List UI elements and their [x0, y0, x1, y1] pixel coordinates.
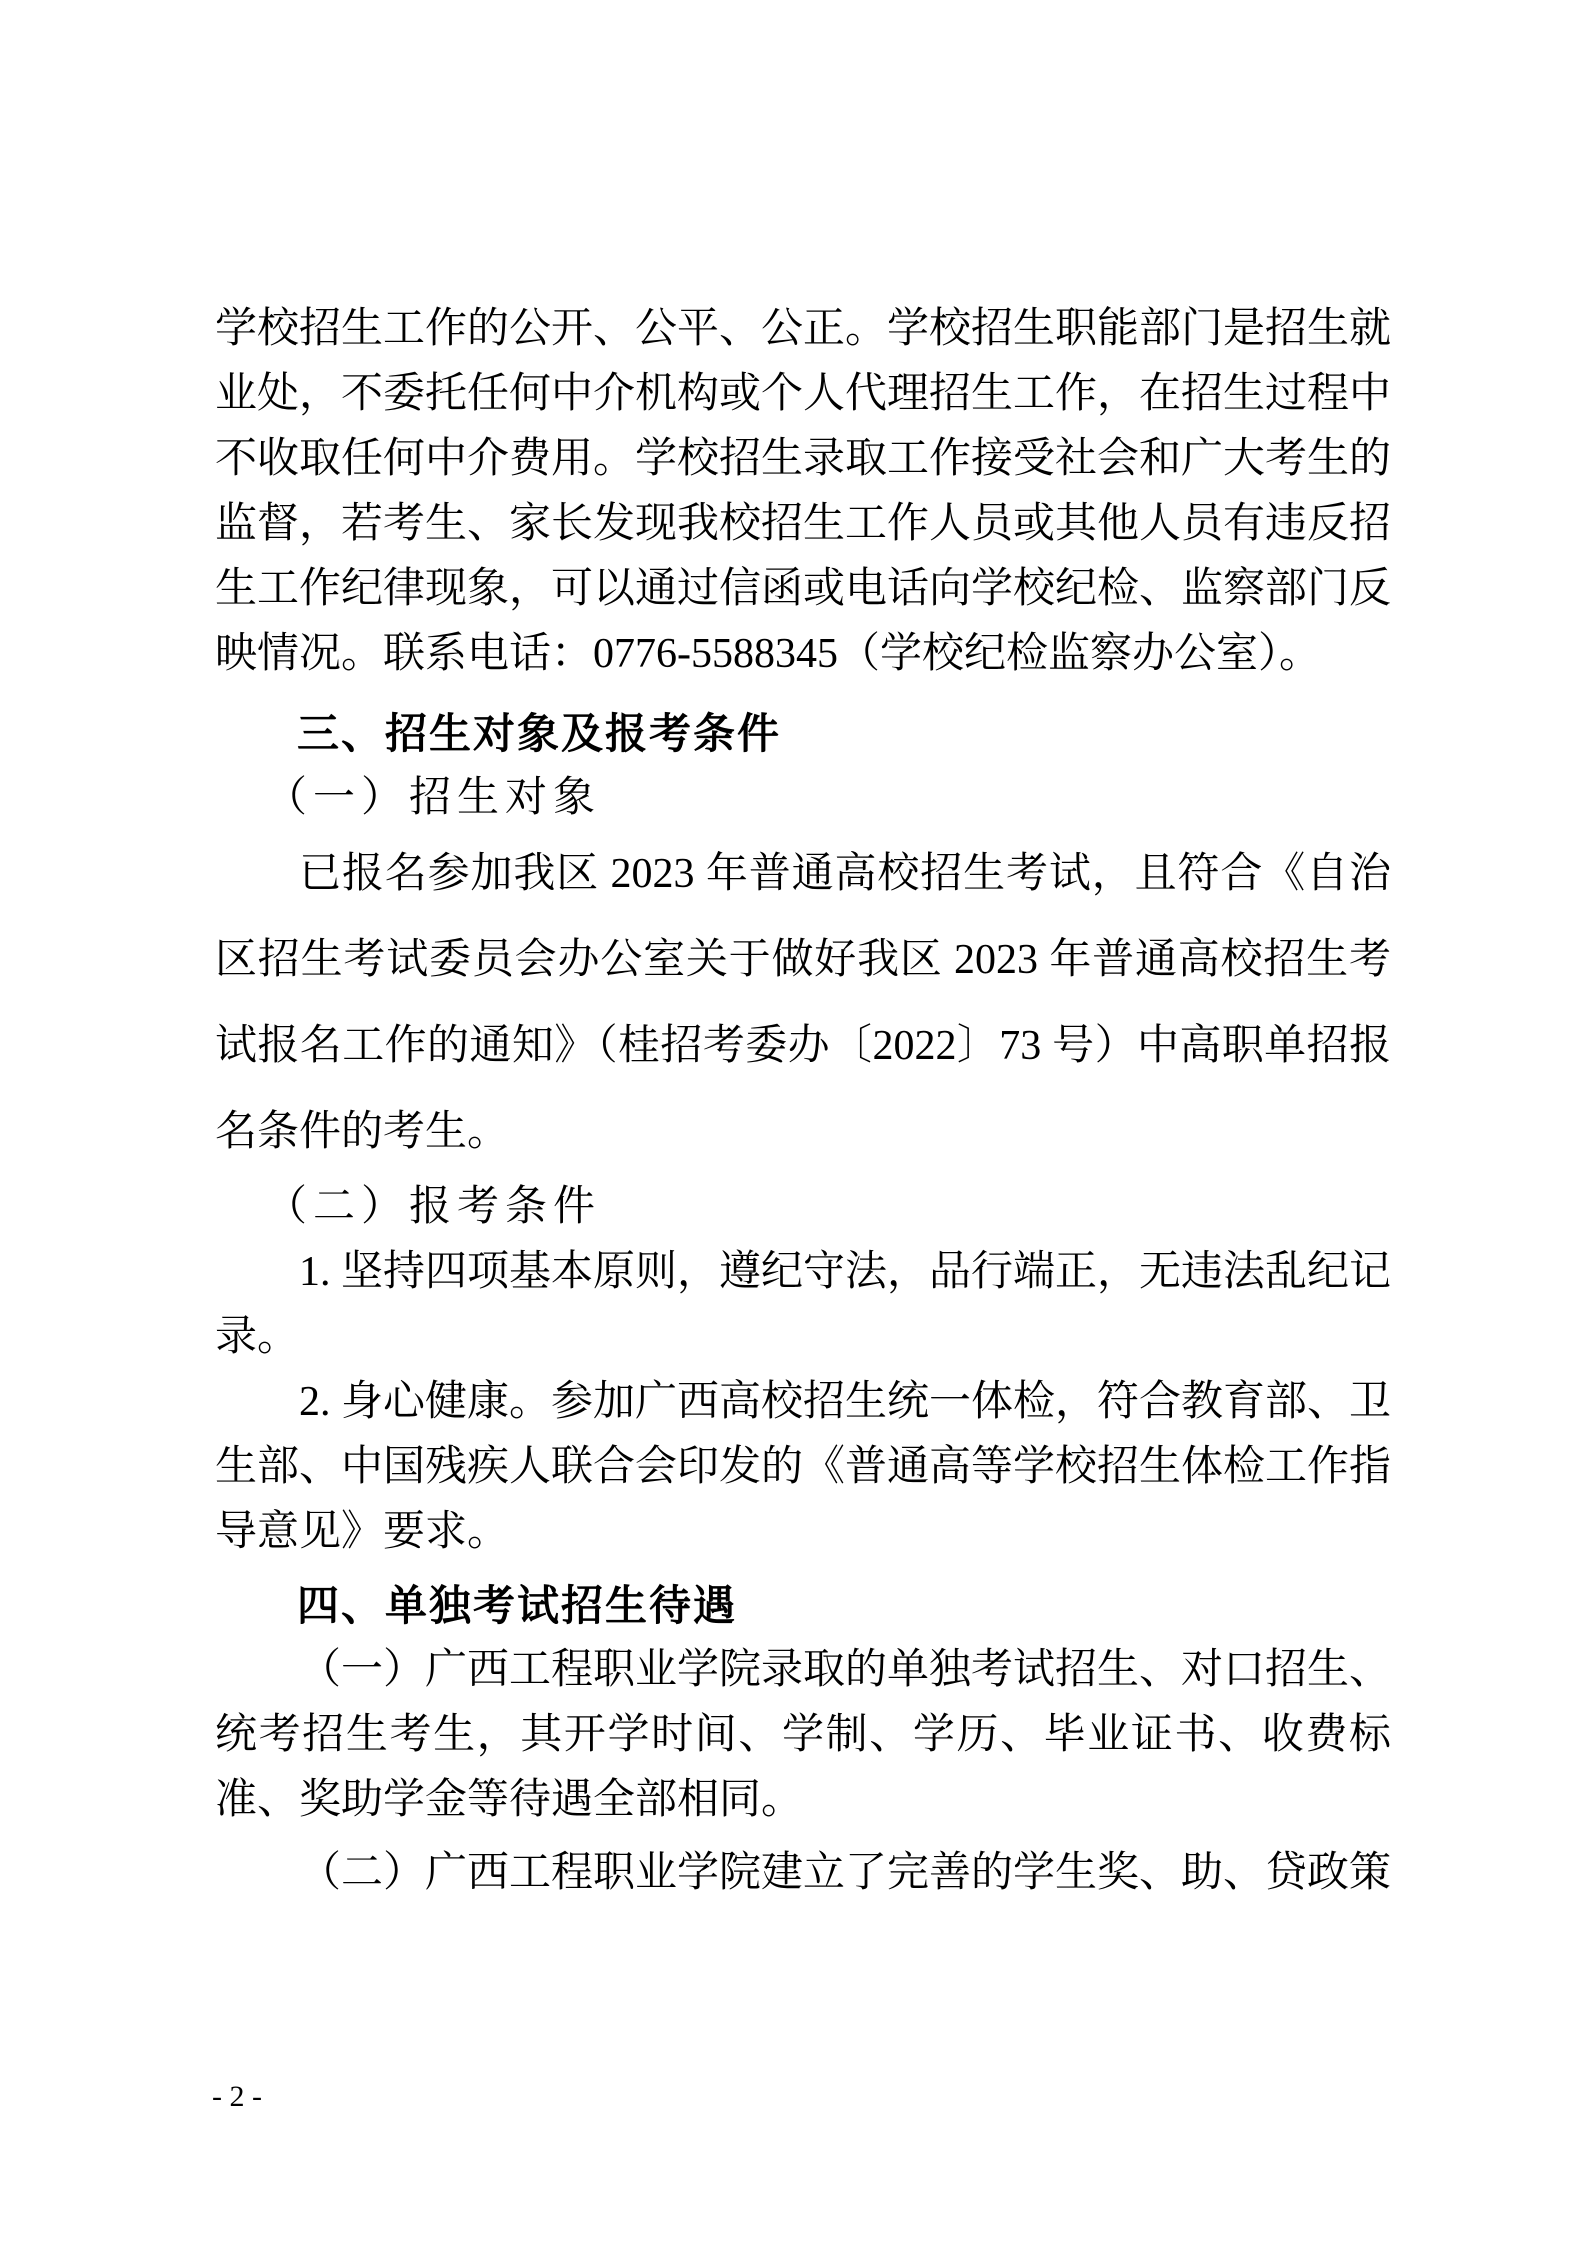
sub-heading-3-1: （一）招生对象 [265, 775, 602, 821]
list-item-condition-1: 1. 坚持四项基本原则，遵纪守法，品行端正，无违法乱纪记录。 [215, 1249, 1392, 1360]
body-paragraph-treatment-2: （二）广西工程职业学院建立了完善的学生奖、助、贷政策 [299, 1850, 1392, 1896]
section-heading-4: 四、单独考试招生待遇 [297, 1582, 738, 1629]
sub-heading-3-2: （二）报考条件 [265, 1184, 602, 1230]
list-item-condition-2: 2. 身心健康。参加广西高校招生统一体检，符合教育部、卫生部、中国残疾人联合会印发的《普通高等学校招生体检工作指导意见》要求。 [215, 1379, 1392, 1555]
body-paragraph-eligibility: 已报名参加我区 2023 年普通高校招生考试，且符合《自治区招生考试委员会办公室关于做好我区 2023 年普通高校招生考试报名工作的通知》（桂招考委办〔2022〕73 号）中高职单招报名条件的考生。 [215, 851, 1391, 1155]
body-paragraph-treatment-1: （一）广西工程职业学院录取的单独考试招生、对口招生、统考招生考生，其开学时间、学制、学历、毕业证书、收费标准、奖助学金等待遇全部相同。 [215, 1647, 1392, 1823]
page-number: - 2 - [212, 2080, 262, 2113]
page-footer [212, 2080, 262, 2114]
body-paragraph-supervision: 学校招生工作的公开、公平、公正。学校招生职能部门是招生就业处，不委托任何中介机构或个人代理招生工作，在招生过程中不收取任何中介费用。学校招生录取工作接受社会和广大考生的监督，若考生、家长发现我校招生工作人员或其他人员有违反招生工作纪律现象，可以通过信函或电话向学校纪检、监察部门反映情况。联系电话：0776-5588345（学校纪检监察办公室）。 [215, 306, 1392, 677]
section-heading-3: 三、招生对象及报考条件 [297, 710, 782, 757]
page-content [215, 297, 1391, 1906]
